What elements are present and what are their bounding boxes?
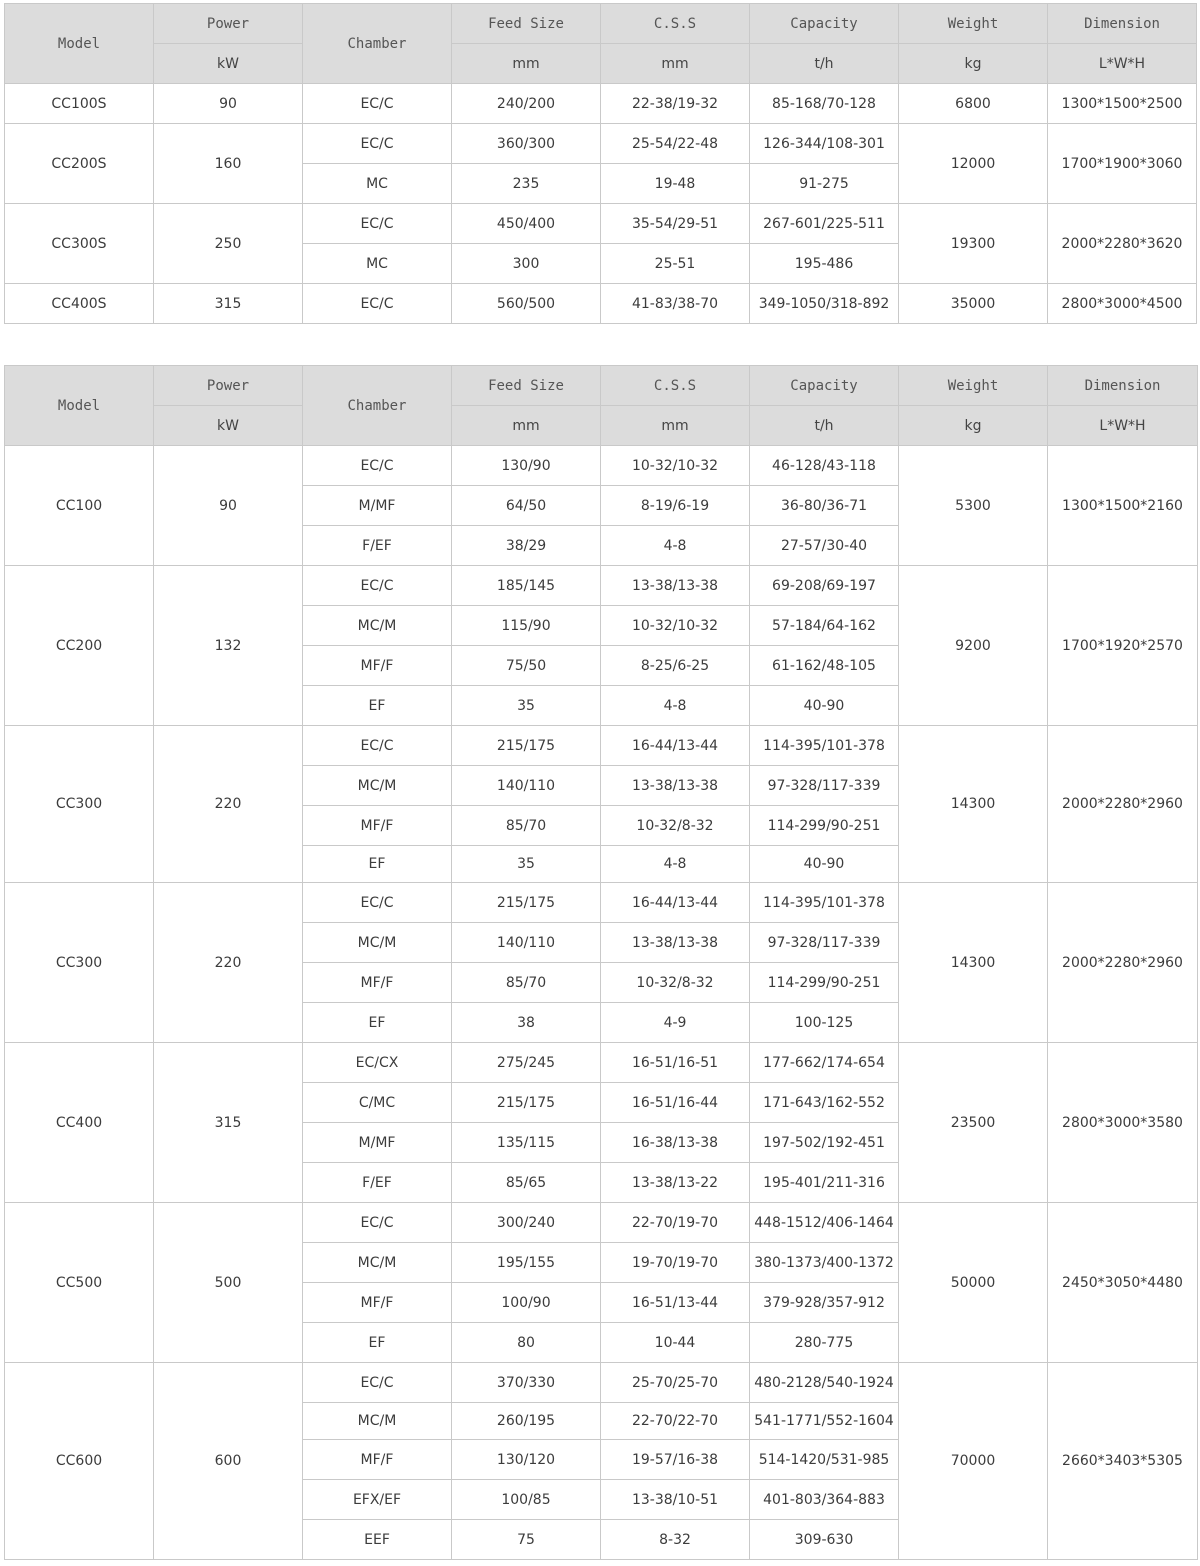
feed-size-cell: 370/330 — [452, 1363, 601, 1403]
capacity-cell: 114-299/90-251 — [750, 963, 899, 1003]
model-cell: CC600 — [5, 1363, 154, 1560]
css-cell: 13-38/13-38 — [601, 766, 750, 806]
chamber-cell: MC — [303, 244, 452, 284]
capacity-cell: 97-328/117-339 — [750, 923, 899, 963]
chamber-cell: EC/CX — [303, 1043, 452, 1083]
feed-size-cell: 300/240 — [452, 1203, 601, 1243]
model-cell: CC100S — [5, 84, 154, 124]
css-cell: 25-51 — [601, 244, 750, 284]
chamber-cell: EEF — [303, 1520, 452, 1560]
capacity-cell: 100-125 — [750, 1003, 899, 1043]
feed-size-cell: 215/175 — [452, 1083, 601, 1123]
chamber-cell: M/MF — [303, 486, 452, 526]
css-cell: 16-38/13-38 — [601, 1123, 750, 1163]
model-cell: CC300 — [5, 726, 154, 883]
model-cell: CC400S — [5, 284, 154, 324]
capacity-cell: 40-90 — [750, 846, 899, 883]
css-cell: 16-44/13-44 — [601, 726, 750, 766]
chamber-cell: MC — [303, 164, 452, 204]
chamber-cell: MC/M — [303, 1403, 452, 1440]
header-feed-size: Feed Size — [452, 366, 601, 406]
header-css: C.S.S — [601, 4, 750, 44]
css-cell: 10-32/10-32 — [601, 606, 750, 646]
feed-size-cell: 275/245 — [452, 1043, 601, 1083]
power-cell: 220 — [154, 883, 303, 1043]
model-cell: CC200 — [5, 566, 154, 726]
feed-size-cell: 450/400 — [452, 204, 601, 244]
unit-power: kW — [154, 406, 303, 446]
weight-cell: 12000 — [899, 124, 1048, 204]
css-cell: 10-44 — [601, 1323, 750, 1363]
feed-size-cell: 100/90 — [452, 1283, 601, 1323]
unit-capacity: t/h — [750, 406, 899, 446]
chamber-cell: MF/F — [303, 646, 452, 686]
feed-size-cell: 38 — [452, 1003, 601, 1043]
chamber-cell: EC/C — [303, 446, 452, 486]
css-cell: 13-38/13-38 — [601, 566, 750, 606]
css-cell: 4-8 — [601, 526, 750, 566]
dimension-cell: 1300*1500*2160 — [1048, 446, 1198, 566]
table-row — [5, 566, 1198, 606]
feed-size-cell: 235 — [452, 164, 601, 204]
unit-feed-size: mm — [452, 44, 601, 84]
header-model: Model — [5, 366, 154, 446]
weight-cell: 23500 — [899, 1043, 1048, 1203]
capacity-cell: 195-486 — [750, 244, 899, 284]
css-cell: 13-38/13-22 — [601, 1163, 750, 1203]
chamber-cell: EC/C — [303, 726, 452, 766]
chamber-cell: EC/C — [303, 1203, 452, 1243]
weight-cell: 35000 — [899, 284, 1048, 324]
capacity-cell: 267-601/225-511 — [750, 204, 899, 244]
feed-size-cell: 260/195 — [452, 1403, 601, 1440]
unit-weight: kg — [899, 406, 1048, 446]
header-model: Model — [5, 4, 154, 84]
feed-size-cell: 240/200 — [452, 84, 601, 124]
css-cell: 4-9 — [601, 1003, 750, 1043]
power-cell: 90 — [154, 84, 303, 124]
feed-size-cell: 38/29 — [452, 526, 601, 566]
capacity-cell: 61-162/48-105 — [750, 646, 899, 686]
unit-css: mm — [601, 44, 750, 84]
weight-cell: 70000 — [899, 1363, 1048, 1560]
css-cell: 41-83/38-70 — [601, 284, 750, 324]
feed-size-cell: 215/175 — [452, 883, 601, 923]
table-row — [5, 1363, 1198, 1403]
power-cell: 315 — [154, 1043, 303, 1203]
feed-size-cell: 85/65 — [452, 1163, 601, 1203]
table-row — [5, 1203, 1198, 1243]
header-dimension: Dimension — [1048, 4, 1197, 44]
feed-size-cell: 130/120 — [452, 1440, 601, 1480]
feed-size-cell: 195/155 — [452, 1243, 601, 1283]
css-cell: 19-48 — [601, 164, 750, 204]
dimension-cell: 2450*3050*4480 — [1048, 1203, 1198, 1363]
feed-size-cell: 35 — [452, 686, 601, 726]
capacity-cell: 280-775 — [750, 1323, 899, 1363]
power-cell: 90 — [154, 446, 303, 566]
chamber-cell: MF/F — [303, 806, 452, 846]
chamber-cell: EF — [303, 1003, 452, 1043]
feed-size-cell: 560/500 — [452, 284, 601, 324]
chamber-cell: C/MC — [303, 1083, 452, 1123]
feed-size-cell: 130/90 — [452, 446, 601, 486]
weight-cell: 9200 — [899, 566, 1048, 726]
css-cell: 8-25/6-25 — [601, 646, 750, 686]
dimension-cell: 1300*1500*2500 — [1048, 84, 1197, 124]
feed-size-cell: 135/115 — [452, 1123, 601, 1163]
table-row — [5, 204, 1197, 244]
feed-size-cell: 80 — [452, 1323, 601, 1363]
capacity-cell: 36-80/36-71 — [750, 486, 899, 526]
header-dimension: Dimension — [1048, 366, 1198, 406]
chamber-cell: MC/M — [303, 923, 452, 963]
power-cell: 500 — [154, 1203, 303, 1363]
dimension-cell: 2000*2280*3620 — [1048, 204, 1197, 284]
capacity-cell: 541-1771/552-1604 — [750, 1403, 899, 1440]
unit-dimension: L*W*H — [1048, 406, 1198, 446]
css-cell: 19-57/16-38 — [601, 1440, 750, 1480]
capacity-cell: 448-1512/406-1464 — [750, 1203, 899, 1243]
header-capacity: Capacity — [750, 4, 899, 44]
dimension-cell: 2000*2280*2960 — [1048, 883, 1198, 1043]
table-row — [5, 84, 1197, 124]
css-cell: 4-8 — [601, 846, 750, 883]
capacity-cell: 91-275 — [750, 164, 899, 204]
css-cell: 8-19/6-19 — [601, 486, 750, 526]
chamber-cell: EF — [303, 686, 452, 726]
table-row — [5, 446, 1198, 486]
model-cell: CC100 — [5, 446, 154, 566]
spec-table-main — [4, 365, 1198, 1560]
chamber-cell: EC/C — [303, 284, 452, 324]
header-power: Power — [154, 366, 303, 406]
capacity-cell: 114-395/101-378 — [750, 726, 899, 766]
feed-size-cell: 100/85 — [452, 1480, 601, 1520]
table-row — [5, 124, 1197, 164]
chamber-cell: MC/M — [303, 766, 452, 806]
capacity-cell: 514-1420/531-985 — [750, 1440, 899, 1480]
css-cell: 16-51/16-51 — [601, 1043, 750, 1083]
table-row — [5, 284, 1197, 324]
capacity-cell: 114-395/101-378 — [750, 883, 899, 923]
chamber-cell: EC/C — [303, 883, 452, 923]
css-cell: 22-70/22-70 — [601, 1403, 750, 1440]
spec-table-standard-body — [5, 84, 1197, 324]
feed-size-cell: 75 — [452, 1520, 601, 1560]
css-cell: 13-38/10-51 — [601, 1480, 750, 1520]
header-weight: Weight — [899, 366, 1048, 406]
capacity-cell: 85-168/70-128 — [750, 84, 899, 124]
model-cell: CC300 — [5, 883, 154, 1043]
feed-size-cell: 140/110 — [452, 766, 601, 806]
weight-cell: 14300 — [899, 883, 1048, 1043]
chamber-cell: EFX/EF — [303, 1480, 452, 1520]
feed-size-cell: 360/300 — [452, 124, 601, 164]
capacity-cell: 97-328/117-339 — [750, 766, 899, 806]
css-cell: 8-32 — [601, 1520, 750, 1560]
css-cell: 13-38/13-38 — [601, 923, 750, 963]
capacity-cell: 171-643/162-552 — [750, 1083, 899, 1123]
chamber-cell: MF/F — [303, 1440, 452, 1480]
capacity-cell: 401-803/364-883 — [750, 1480, 899, 1520]
dimension-cell: 2800*3000*4500 — [1048, 284, 1197, 324]
header-weight: Weight — [899, 4, 1048, 44]
feed-size-cell: 35 — [452, 846, 601, 883]
model-cell: CC400 — [5, 1043, 154, 1203]
feed-size-cell: 300 — [452, 244, 601, 284]
css-cell: 35-54/29-51 — [601, 204, 750, 244]
capacity-cell: 379-928/357-912 — [750, 1283, 899, 1323]
chamber-cell: MC/M — [303, 1243, 452, 1283]
capacity-cell: 195-401/211-316 — [750, 1163, 899, 1203]
chamber-cell: EC/C — [303, 204, 452, 244]
weight-cell: 14300 — [899, 726, 1048, 883]
feed-size-cell: 85/70 — [452, 806, 601, 846]
chamber-cell: EC/C — [303, 124, 452, 164]
power-cell: 132 — [154, 566, 303, 726]
chamber-cell: EF — [303, 846, 452, 883]
css-cell: 16-51/16-44 — [601, 1083, 750, 1123]
chamber-cell: F/EF — [303, 526, 452, 566]
header-feed-size: Feed Size — [452, 4, 601, 44]
spec-table-main-body — [5, 446, 1198, 1560]
unit-dimension: L*W*H — [1048, 44, 1197, 84]
unit-weight: kg — [899, 44, 1048, 84]
header-css: C.S.S — [601, 366, 750, 406]
power-cell: 220 — [154, 726, 303, 883]
css-cell: 22-38/19-32 — [601, 84, 750, 124]
model-cell: CC300S — [5, 204, 154, 284]
chamber-cell: M/MF — [303, 1123, 452, 1163]
power-cell: 250 — [154, 204, 303, 284]
capacity-cell: 69-208/69-197 — [750, 566, 899, 606]
unit-capacity: t/h — [750, 44, 899, 84]
capacity-cell: 349-1050/318-892 — [750, 284, 899, 324]
css-cell: 16-51/13-44 — [601, 1283, 750, 1323]
capacity-cell: 27-57/30-40 — [750, 526, 899, 566]
unit-feed-size: mm — [452, 406, 601, 446]
power-cell: 600 — [154, 1363, 303, 1560]
dimension-cell: 2660*3403*5305 — [1048, 1363, 1198, 1560]
feed-size-cell: 215/175 — [452, 726, 601, 766]
feed-size-cell: 85/70 — [452, 963, 601, 1003]
feed-size-cell: 185/145 — [452, 566, 601, 606]
capacity-cell: 114-299/90-251 — [750, 806, 899, 846]
feed-size-cell: 64/50 — [452, 486, 601, 526]
capacity-cell: 40-90 — [750, 686, 899, 726]
capacity-cell: 380-1373/400-1372 — [750, 1243, 899, 1283]
dimension-cell: 1700*1900*3060 — [1048, 124, 1197, 204]
power-cell: 160 — [154, 124, 303, 204]
header-chamber: Chamber — [303, 366, 452, 446]
dimension-cell: 2800*3000*3580 — [1048, 1043, 1198, 1203]
chamber-cell: MF/F — [303, 1283, 452, 1323]
chamber-cell: EC/C — [303, 1363, 452, 1403]
dimension-cell: 2000*2280*2960 — [1048, 726, 1198, 883]
capacity-cell: 177-662/174-654 — [750, 1043, 899, 1083]
header-power: Power — [154, 4, 303, 44]
dimension-cell: 1700*1920*2570 — [1048, 566, 1198, 726]
capacity-cell: 126-344/108-301 — [750, 124, 899, 164]
weight-cell: 19300 — [899, 204, 1048, 284]
css-cell: 25-54/22-48 — [601, 124, 750, 164]
chamber-cell: MF/F — [303, 963, 452, 1003]
chamber-cell: EC/C — [303, 84, 452, 124]
weight-cell: 5300 — [899, 446, 1048, 566]
weight-cell: 6800 — [899, 84, 1048, 124]
capacity-cell: 480-2128/540-1924 — [750, 1363, 899, 1403]
unit-power: kW — [154, 44, 303, 84]
chamber-cell: MC/M — [303, 606, 452, 646]
feed-size-cell: 140/110 — [452, 923, 601, 963]
capacity-cell: 46-128/43-118 — [750, 446, 899, 486]
css-cell: 10-32/10-32 — [601, 446, 750, 486]
css-cell: 16-44/13-44 — [601, 883, 750, 923]
unit-css: mm — [601, 406, 750, 446]
css-cell: 10-32/8-32 — [601, 963, 750, 1003]
model-cell: CC500 — [5, 1203, 154, 1363]
css-cell: 10-32/8-32 — [601, 806, 750, 846]
css-cell: 22-70/19-70 — [601, 1203, 750, 1243]
chamber-cell: EF — [303, 1323, 452, 1363]
model-cell: CC200S — [5, 124, 154, 204]
power-cell: 315 — [154, 284, 303, 324]
table-row — [5, 883, 1198, 923]
table-row — [5, 1043, 1198, 1083]
feed-size-cell: 115/90 — [452, 606, 601, 646]
spec-table-standard — [4, 3, 1197, 324]
chamber-cell: EC/C — [303, 566, 452, 606]
capacity-cell: 309-630 — [750, 1520, 899, 1560]
css-cell: 25-70/25-70 — [601, 1363, 750, 1403]
css-cell: 4-8 — [601, 686, 750, 726]
table-row — [5, 726, 1198, 766]
feed-size-cell: 75/50 — [452, 646, 601, 686]
header-capacity: Capacity — [750, 366, 899, 406]
capacity-cell: 197-502/192-451 — [750, 1123, 899, 1163]
capacity-cell: 57-184/64-162 — [750, 606, 899, 646]
chamber-cell: F/EF — [303, 1163, 452, 1203]
css-cell: 19-70/19-70 — [601, 1243, 750, 1283]
header-chamber: Chamber — [303, 4, 452, 84]
weight-cell: 50000 — [899, 1203, 1048, 1363]
